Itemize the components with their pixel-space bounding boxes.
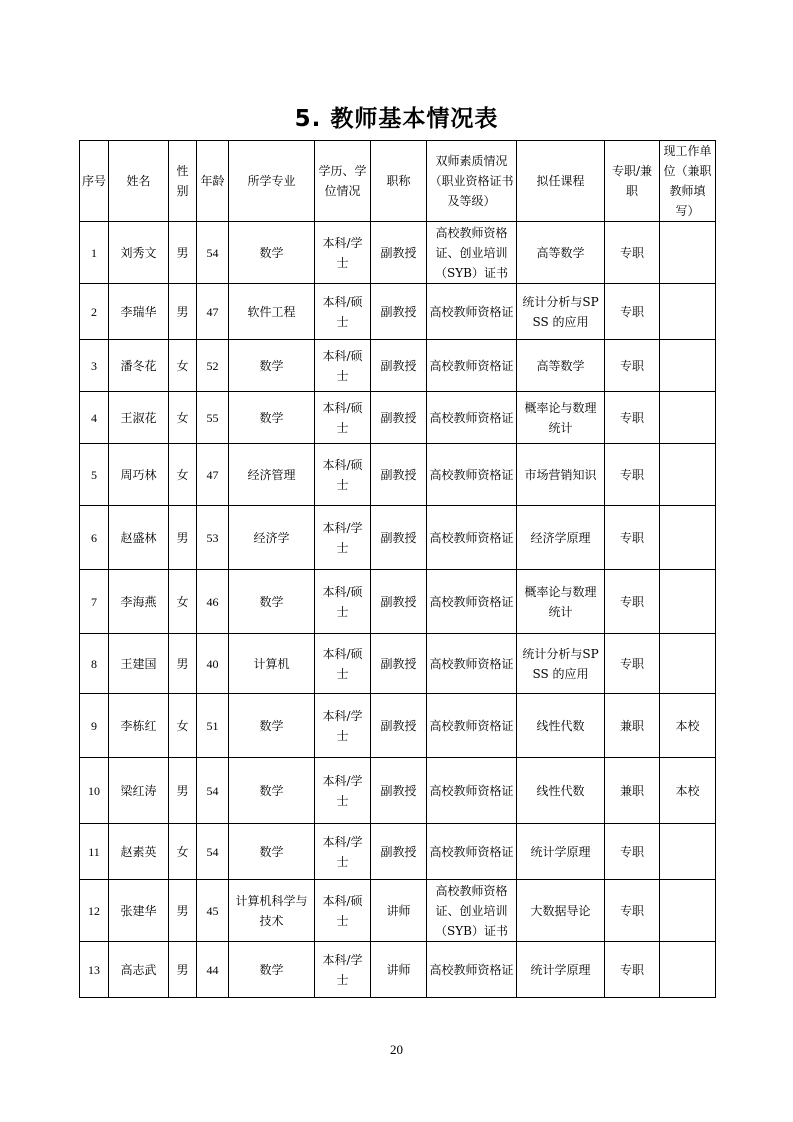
table-row <box>80 284 716 340</box>
table-cell: 高校教师资格证 <box>427 824 517 880</box>
table-cell: 高校教师资格证 <box>427 392 517 444</box>
table-cell: 本科/硕士 <box>315 284 371 340</box>
table-cell: 44 <box>197 942 229 998</box>
table-cell: 专职 <box>605 570 660 634</box>
table-cell: 本科/学士 <box>315 942 371 998</box>
table-cell: 高校教师资格证 <box>427 694 517 758</box>
table-cell: 统计分析与SPSS 的应用 <box>517 634 605 694</box>
table-cell: 男 <box>169 880 197 942</box>
table-cell: 男 <box>169 942 197 998</box>
table-cell: 本校 <box>660 758 716 824</box>
table-cell: 本校 <box>660 694 716 758</box>
table-row <box>80 444 716 506</box>
table-cell: 高校教师资格证 <box>427 942 517 998</box>
document-title: 5. 教师基本情况表 <box>294 106 499 132</box>
table-cell: 1 <box>80 222 109 284</box>
table-cell: 专职 <box>605 942 660 998</box>
table-cell: 男 <box>169 634 197 694</box>
table-header-row <box>80 141 716 222</box>
table-cell: 女 <box>169 392 197 444</box>
table-cell: 专职 <box>605 444 660 506</box>
table-cell: 软件工程 <box>229 284 315 340</box>
table-cell: 本科/硕士 <box>315 340 371 392</box>
table-cell: 46 <box>197 570 229 634</box>
table-cell: 本科/硕士 <box>315 392 371 444</box>
table-cell: 40 <box>197 634 229 694</box>
table-cell: 副教授 <box>371 634 427 694</box>
table-cell <box>660 444 716 506</box>
table-cell: 兼职 <box>605 758 660 824</box>
table-cell: 概率论与数理统计 <box>517 392 605 444</box>
table-cell: 副教授 <box>371 284 427 340</box>
table-cell: 10 <box>80 758 109 824</box>
table-cell: 副教授 <box>371 340 427 392</box>
table-cell: 兼职 <box>605 694 660 758</box>
table-cell: 副教授 <box>371 444 427 506</box>
table-cell: 高校教师资格证、创业培训（SYB）证书 <box>427 222 517 284</box>
table-cell: 女 <box>169 340 197 392</box>
column-header: 职称 <box>371 141 427 222</box>
table-cell: 数学 <box>229 694 315 758</box>
table-cell: 市场营销知识 <box>517 444 605 506</box>
table-cell: 本科/学士 <box>315 694 371 758</box>
table-cell: 高校教师资格证 <box>427 284 517 340</box>
table-row <box>80 942 716 998</box>
table-cell: 本科/硕士 <box>315 444 371 506</box>
table-cell <box>660 880 716 942</box>
table-row <box>80 694 716 758</box>
table-cell: 12 <box>80 880 109 942</box>
table-cell: 女 <box>169 570 197 634</box>
table-row <box>80 570 716 634</box>
table-cell: 专职 <box>605 392 660 444</box>
table-cell <box>660 222 716 284</box>
table-cell: 高校教师资格证 <box>427 340 517 392</box>
table-cell: 7 <box>80 570 109 634</box>
table-row <box>80 634 716 694</box>
table-cell: 高等数学 <box>517 340 605 392</box>
table-cell: 专职 <box>605 340 660 392</box>
table-cell: 本科/学士 <box>315 222 371 284</box>
table-cell: 高校教师资格证 <box>427 506 517 570</box>
table-cell <box>660 284 716 340</box>
table-cell: 本科/学士 <box>315 758 371 824</box>
table-cell: 计算机科学与技术 <box>229 880 315 942</box>
table-cell: 专职 <box>605 506 660 570</box>
table-cell: 概率论与数理统计 <box>517 570 605 634</box>
table-cell: 53 <box>197 506 229 570</box>
table-cell: 女 <box>169 694 197 758</box>
table-cell: 副教授 <box>371 570 427 634</box>
table-body <box>80 222 716 998</box>
table-cell: 54 <box>197 824 229 880</box>
table-cell: 经济学 <box>229 506 315 570</box>
table-cell: 线性代数 <box>517 758 605 824</box>
table-cell: 潘冬花 <box>109 340 169 392</box>
table-cell: 讲师 <box>371 942 427 998</box>
table-cell: 女 <box>169 824 197 880</box>
page-number: 20 <box>390 1042 403 1057</box>
teacher-info-table <box>79 140 716 998</box>
column-header: 双师素质情况（职业资格证书及等级） <box>427 141 517 222</box>
table-cell: 经济管理 <box>229 444 315 506</box>
table-row <box>80 340 716 392</box>
table-cell: 高校教师资格证 <box>427 444 517 506</box>
table-cell: 统计分析与SPSS 的应用 <box>517 284 605 340</box>
table-cell: 2 <box>80 284 109 340</box>
table-cell <box>660 570 716 634</box>
table-row <box>80 824 716 880</box>
table-cell: 王淑花 <box>109 392 169 444</box>
table-cell: 本科/硕士 <box>315 880 371 942</box>
table-cell: 梁红涛 <box>109 758 169 824</box>
table-cell: 副教授 <box>371 506 427 570</box>
table-cell: 男 <box>169 758 197 824</box>
column-header: 拟任课程 <box>517 141 605 222</box>
table-row <box>80 222 716 284</box>
table-cell: 45 <box>197 880 229 942</box>
table-cell: 高校教师资格证、创业培训（SYB）证书 <box>427 880 517 942</box>
table-cell: 副教授 <box>371 694 427 758</box>
table-cell: 男 <box>169 222 197 284</box>
table-cell: 大数据导论 <box>517 880 605 942</box>
column-header: 所学专业 <box>229 141 315 222</box>
table-cell: 数学 <box>229 340 315 392</box>
table-cell: 数学 <box>229 392 315 444</box>
column-header: 序号 <box>80 141 109 222</box>
column-header: 性别 <box>169 141 197 222</box>
column-header: 年龄 <box>197 141 229 222</box>
table-cell: 男 <box>169 506 197 570</box>
table-cell: 本科/学士 <box>315 506 371 570</box>
column-header: 现工作单位（兼职教师填写） <box>660 141 716 222</box>
table-cell: 数学 <box>229 942 315 998</box>
table-cell <box>660 634 716 694</box>
table-cell: 专职 <box>605 222 660 284</box>
table-cell: 5 <box>80 444 109 506</box>
table-cell <box>660 506 716 570</box>
table-cell: 统计学原理 <box>517 942 605 998</box>
table-cell: 高校教师资格证 <box>427 758 517 824</box>
table-cell: 统计学原理 <box>517 824 605 880</box>
table-cell: 专职 <box>605 284 660 340</box>
table-cell: 张建华 <box>109 880 169 942</box>
table-cell: 线性代数 <box>517 694 605 758</box>
table-cell: 赵盛林 <box>109 506 169 570</box>
table-cell: 计算机 <box>229 634 315 694</box>
table-cell: 王建国 <box>109 634 169 694</box>
table-cell: 李瑞华 <box>109 284 169 340</box>
column-header: 专职/兼职 <box>605 141 660 222</box>
table-row <box>80 506 716 570</box>
table-cell: 本科/学士 <box>315 824 371 880</box>
table-cell: 李栋红 <box>109 694 169 758</box>
table-cell: 6 <box>80 506 109 570</box>
table-cell: 专职 <box>605 824 660 880</box>
table-cell: 54 <box>197 758 229 824</box>
table-cell <box>660 392 716 444</box>
table-cell: 男 <box>169 284 197 340</box>
table-cell: 13 <box>80 942 109 998</box>
table-cell: 51 <box>197 694 229 758</box>
table-cell: 高等数学 <box>517 222 605 284</box>
table-cell: 47 <box>197 444 229 506</box>
table-cell: 9 <box>80 694 109 758</box>
table-cell: 副教授 <box>371 392 427 444</box>
table-cell: 赵素英 <box>109 824 169 880</box>
table-cell: 本科/硕士 <box>315 570 371 634</box>
table-cell <box>660 942 716 998</box>
table-cell: 经济学原理 <box>517 506 605 570</box>
table-cell: 讲师 <box>371 880 427 942</box>
table-cell: 女 <box>169 444 197 506</box>
table-cell: 周巧林 <box>109 444 169 506</box>
table-cell: 4 <box>80 392 109 444</box>
table-cell: 数学 <box>229 570 315 634</box>
table-cell: 数学 <box>229 824 315 880</box>
table-cell: 3 <box>80 340 109 392</box>
table-cell: 高校教师资格证 <box>427 570 517 634</box>
table-cell: 数学 <box>229 758 315 824</box>
table-row <box>80 880 716 942</box>
table-cell: 刘秀文 <box>109 222 169 284</box>
table-cell: 高志武 <box>109 942 169 998</box>
table-cell: 55 <box>197 392 229 444</box>
table-cell: 52 <box>197 340 229 392</box>
table-row <box>80 758 716 824</box>
table-cell <box>660 824 716 880</box>
table-cell: 专职 <box>605 880 660 942</box>
table-cell: 副教授 <box>371 824 427 880</box>
column-header: 学历、学位情况 <box>315 141 371 222</box>
table-cell: 数学 <box>229 222 315 284</box>
table-cell: 李海燕 <box>109 570 169 634</box>
table-cell: 11 <box>80 824 109 880</box>
table-cell: 8 <box>80 634 109 694</box>
table-cell: 副教授 <box>371 758 427 824</box>
table-cell: 54 <box>197 222 229 284</box>
table-row <box>80 392 716 444</box>
table-cell: 高校教师资格证 <box>427 634 517 694</box>
column-header: 姓名 <box>109 141 169 222</box>
table-cell: 本科/硕士 <box>315 634 371 694</box>
table-cell: 47 <box>197 284 229 340</box>
table-cell: 专职 <box>605 634 660 694</box>
table-cell <box>660 340 716 392</box>
table-cell: 副教授 <box>371 222 427 284</box>
